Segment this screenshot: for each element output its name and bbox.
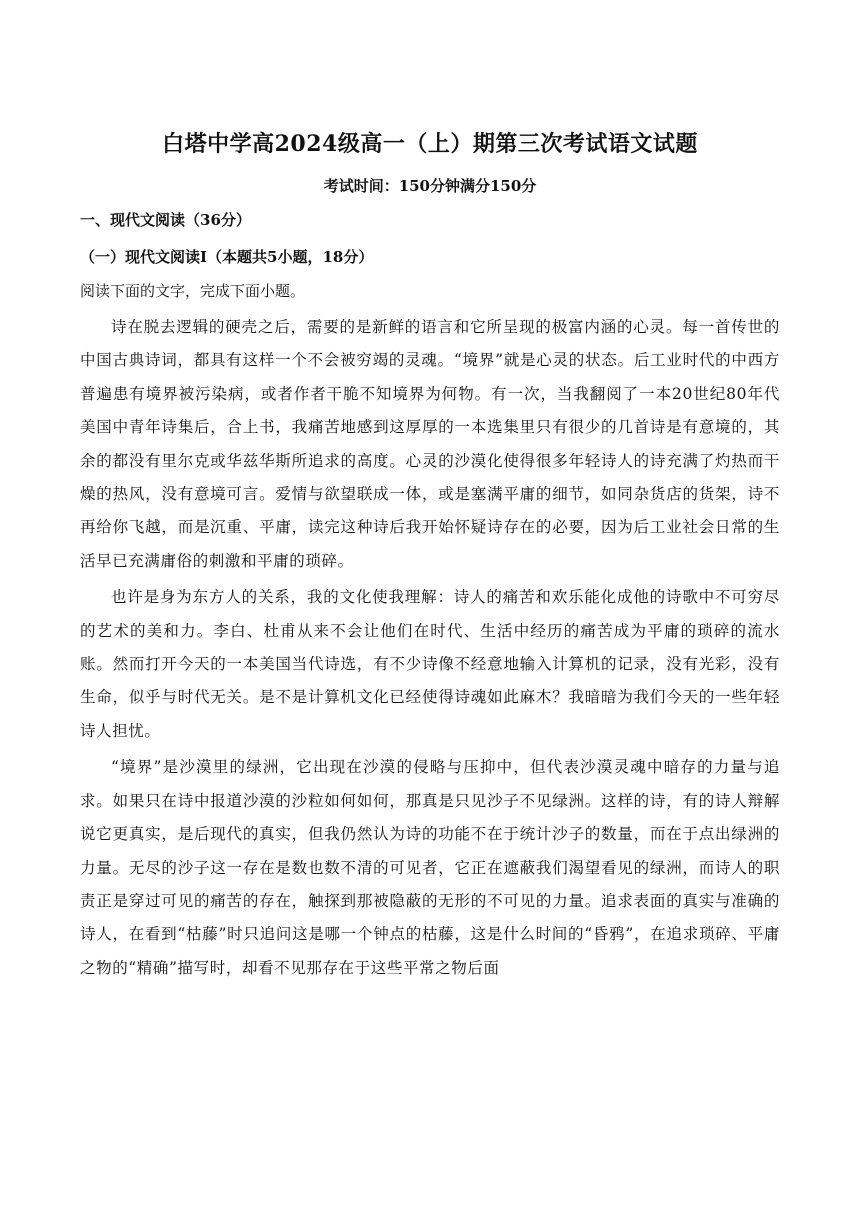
- subsection-heading: （一）现代文阅读Ⅰ（本题共5小题，18分）: [80, 248, 374, 266]
- passage-paragraph: “境界”是沙漠里的绿洲，它出现在沙漠的侵略与压抑中，但代表沙漠灵魂中暗存的力量与追求。如果只在诗中报道沙漠的沙粒如何如何，那真是只见沙子不见绿洲。这样的诗，有的诗人辩解说它更真实，是后现代的真实，但我仍然认为诗的功能不在于统计沙子的数量，而在于点出绿洲的力量。无尽的沙子这一存在是数也数不清的可见者，它正在遮蔽我们渴望看见的绿洲，而诗人的职责正是穿过可见的痛苦的存在，触探到那被隐蔽的无形的不可见的力量。追求表面的真实与准确的诗人，在看到“枯藤”时只追问这是哪一个钟点的枯藤，这是什么时间的“昏鸦”，在追求琐碎、平庸之物的“精确”描写时，却看不见那存在于这些平常之物后面: [80, 758, 780, 977]
- passage-paragraph: 也许是身为东方人的关系，我的文化使我理解：诗人的痛苦和欢乐能化成他的诗歌中不可穷尽的艺术的美和力。李白、杜甫从来不会让他们在时代、生活中经历的痛苦成为平庸的琐碎的流水账。然而打开今天的一本美国当代诗选，有不少诗像不经意地输入计算机的记录，没有光彩，没有生命，似乎与时代无关。是不是计算机文化已经使得诗魂如此麻木？我暗暗为我们今天的一些年轻诗人担忧。: [80, 588, 780, 740]
- section-heading: 一、现代文阅读（36分）: [80, 211, 251, 229]
- passage-paragraph: 诗在脱去逻辑的硬壳之后，需要的是新鲜的语言和它所呈现的极富内涵的心灵。每一首传世的中国古典诗词，都具有这样一个不会被穷竭的灵魂。“境界”就是心灵的状态。后工业时代的中西方普遍患有境界被污染病，或者作者干脆不知境界为何物。有一次，当我翻阅了一本20世纪80年代美国中青年诗集后，合上书，我痛苦地感到这厚厚的一本选集里只有很少的几首诗是有意境的，其余的都没有里尔克或华兹华斯所追求的高度。心灵的沙漠化使得很多年轻诗人的诗充满了灼热而干燥的热风，没有意境可言。爱情与欲望联成一体，或是塞满平庸的细节，如同杂货店的货架，诗不再给你飞越，而是沉重、平庸，读完这种诗后我开始怀疑诗存在的必要，因为后工业社会日常的生活早已充满庸俗的刺激和平庸的琐碎。: [80, 318, 780, 570]
- exam-time-info: 考试时间：150分钟满分150分: [323, 177, 537, 195]
- exam-title: 白塔中学高2024级高一（上）期第三次考试语文试题: [162, 131, 698, 157]
- reading-instruction: 阅读下面的文字，完成下面小题。: [80, 282, 306, 300]
